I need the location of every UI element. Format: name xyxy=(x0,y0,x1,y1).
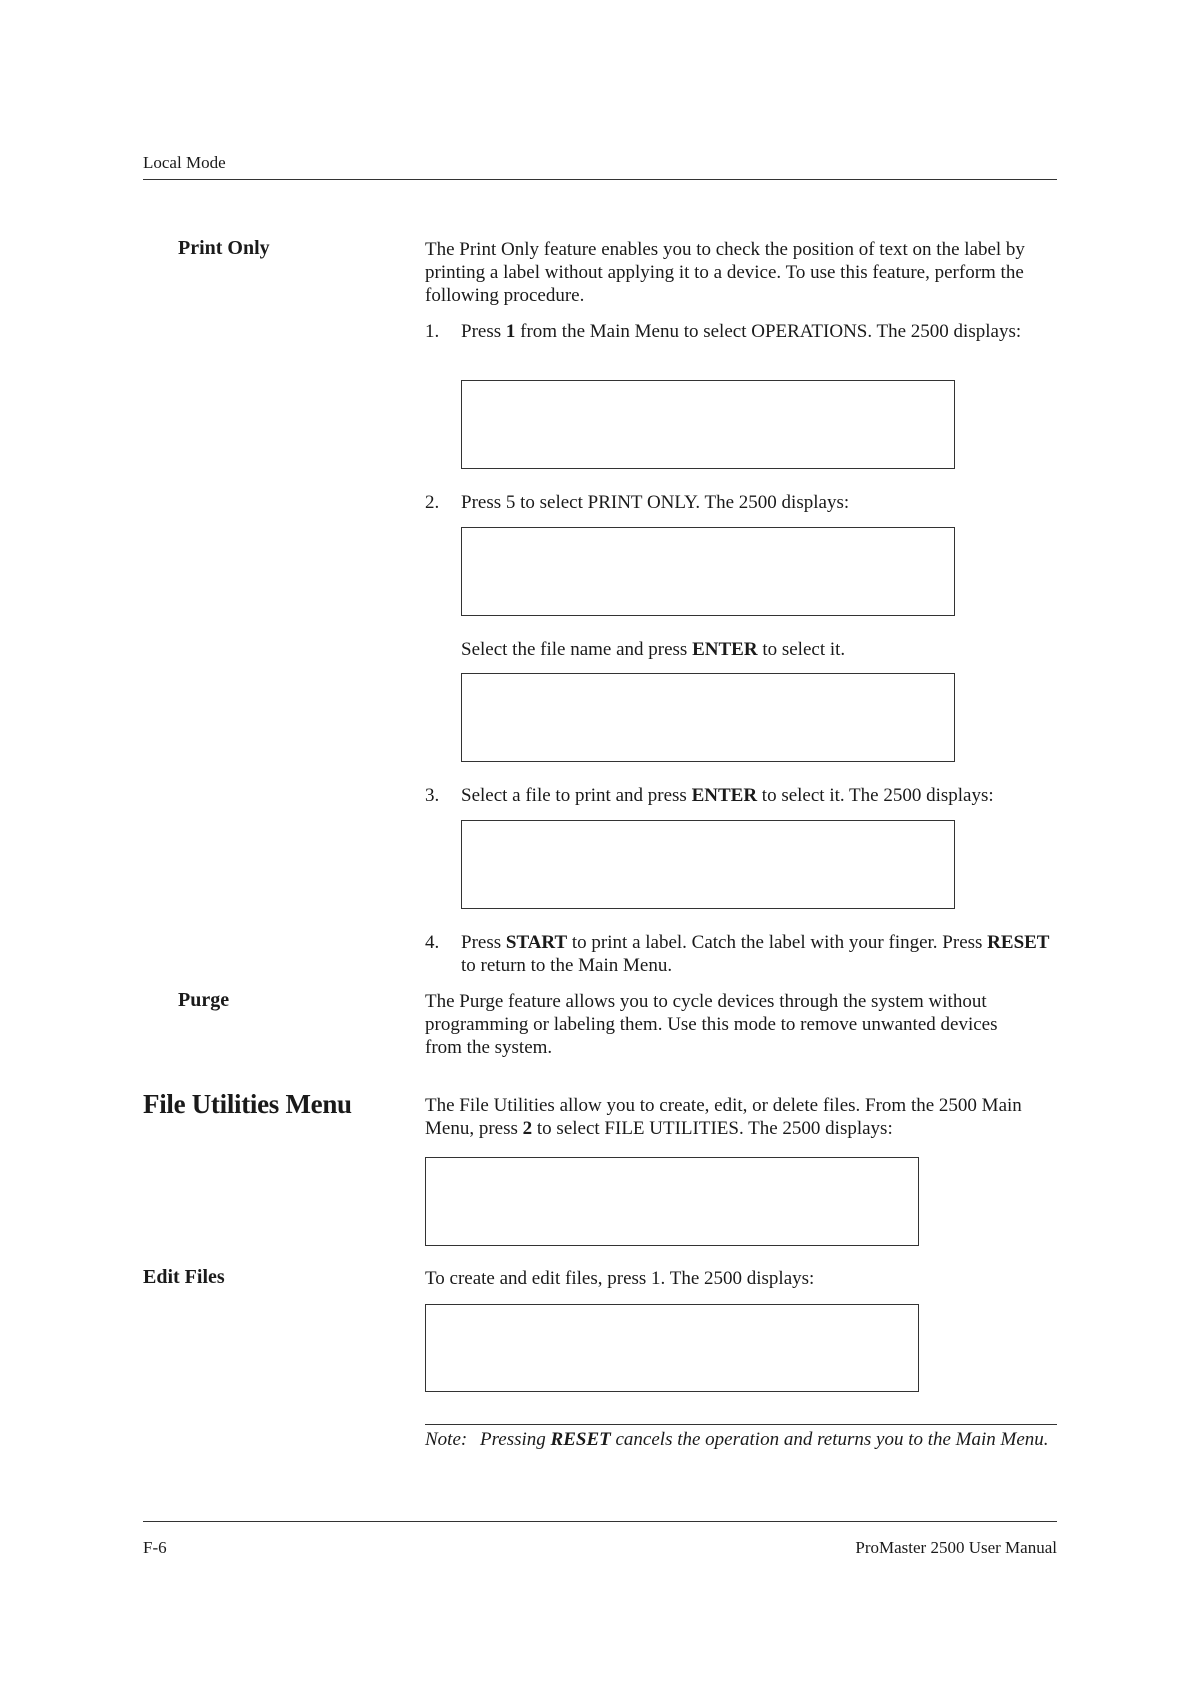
step-text-pre: Select the file name and press xyxy=(461,639,693,660)
step-key: ENTER xyxy=(692,639,758,660)
step-text-post: to select it. xyxy=(757,639,846,660)
header-rule xyxy=(143,179,1057,180)
manual-title: ProMaster 2500 User Manual xyxy=(855,1538,1057,1557)
page-number: F-6 xyxy=(143,1538,167,1557)
lcd-display-file-utilities xyxy=(425,1157,919,1246)
step-text-post: from the Main Menu to select OPERATIONS. The 2500 displays: xyxy=(515,321,1022,342)
note xyxy=(425,1428,1065,1451)
running-head: Local Mode xyxy=(143,153,226,172)
edit-files-text: To create and edit files, press 1. The 2500 displays: xyxy=(425,1268,815,1289)
lcd-display-edit-files xyxy=(425,1304,919,1392)
file-utilities-text xyxy=(425,1094,1065,1140)
note-text-pre: Pressing xyxy=(480,1429,551,1450)
edit-files-heading: Edit Files xyxy=(143,1266,225,1288)
step-text-post: to select it. The 2500 displays: xyxy=(757,785,994,806)
purge-heading: Purge xyxy=(178,989,230,1011)
file-utilities-heading: File Utilities Menu xyxy=(143,1089,352,1119)
step-key: 1 xyxy=(505,321,516,342)
step-text xyxy=(461,320,1065,343)
lcd-display-operations xyxy=(461,380,955,469)
step-2 xyxy=(425,491,1065,514)
lcd-display-ready xyxy=(461,820,955,909)
step-number: 2. xyxy=(425,492,440,513)
file-utilities-text-pre: The File Utilities allow you to create, edit, or delete files. From the 2500 Main Menu, press xyxy=(425,1095,1022,1139)
step-4 xyxy=(425,931,1065,977)
print-only-heading: Print Only xyxy=(178,237,270,259)
step-number: 1. xyxy=(425,321,440,342)
file-utilities-text-post: to select FILE UTILITIES. The 2500 displays: xyxy=(532,1118,893,1139)
step-text xyxy=(461,931,1065,977)
step-key: ENTER xyxy=(691,785,758,806)
note-label: Note: xyxy=(425,1429,468,1450)
footer-rule xyxy=(143,1521,1057,1522)
file-utilities-key: 2 xyxy=(522,1118,533,1139)
step-text xyxy=(461,784,1065,807)
step-text xyxy=(461,638,1065,661)
purge-text: The Purge feature allows you to cycle devices through the system without programming or labeling them. Use this mode to remove unwanted devices from the system. xyxy=(425,991,998,1058)
step-1 xyxy=(425,320,1065,343)
step-key-2: RESET xyxy=(987,932,1050,953)
lcd-display-print-only xyxy=(461,527,955,616)
step-text: Press 5 to select PRINT ONLY. The 2500 displays: xyxy=(461,492,850,513)
step-key: START xyxy=(505,932,568,953)
step-number: 4. xyxy=(425,932,440,953)
step-text-pre: Select a file to print and press xyxy=(461,785,692,806)
lcd-display-file-select xyxy=(461,673,955,762)
step-text-pre: Press xyxy=(461,932,506,953)
step-number: 3. xyxy=(425,785,440,806)
step-text-post-2: to return to the Main Menu. xyxy=(461,955,673,976)
note-rule xyxy=(425,1424,1057,1425)
step-select-file xyxy=(425,638,1065,661)
step-3 xyxy=(425,784,1065,807)
note-text xyxy=(480,1428,1065,1451)
note-key: RESET xyxy=(550,1429,611,1450)
step-text-pre: Press xyxy=(461,321,506,342)
note-text-post: cancels the operation and returns you to the Main Menu. xyxy=(610,1429,1049,1450)
step-text-post: to print a label. Catch the label with your finger. Press xyxy=(567,932,988,953)
print-only-intro: The Print Only feature enables you to check the position of text on the label by printing a label without applying it to a device. To use this feature, perform the following procedure. xyxy=(425,239,1025,306)
